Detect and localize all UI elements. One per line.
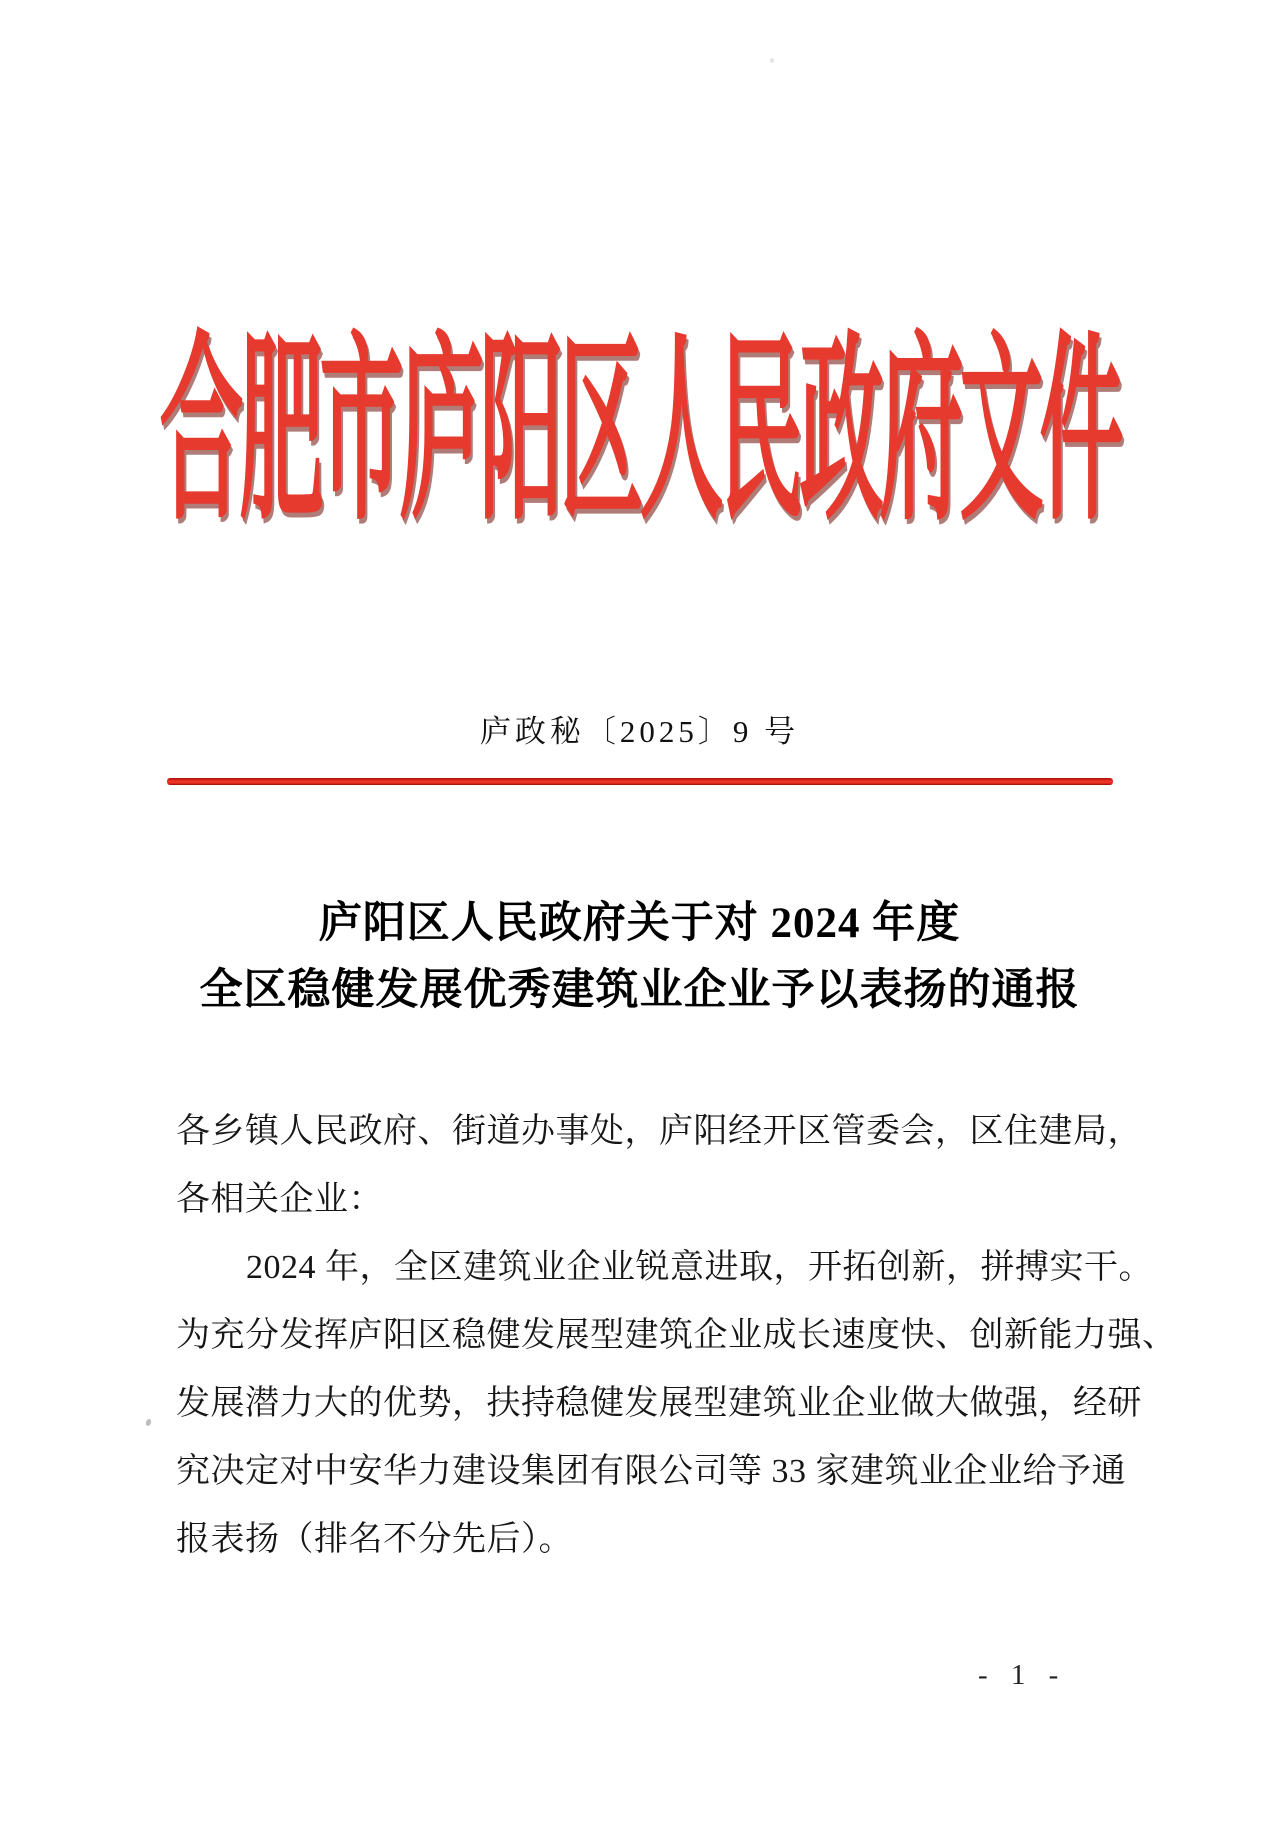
scan-speck — [145, 1418, 152, 1426]
document-number: 庐政秘〔2025〕9 号 — [479, 714, 800, 749]
body-line: 报表扬（排名不分先后）。 — [176, 1521, 573, 1558]
body-line: 为充分发挥庐阳区稳健发展型建筑企业成长速度快、创新能力强、 — [176, 1317, 1177, 1354]
document-body — [176, 1098, 1177, 1574]
body-line: 2024 年，全区建筑业企业锐意进取，开拓创新，拼搏实干。 — [246, 1249, 1153, 1286]
masthead-title: 合肥市庐阳区人民政府文件 — [159, 322, 1120, 546]
red-separator-line — [167, 778, 1113, 785]
document-title-line1: 庐阳区人民政府关于对 2024 年度 — [318, 900, 961, 947]
body-line: 各乡镇人民政府、街道办事处，庐阳经开区管委会，区住建局， — [176, 1113, 1142, 1150]
page-number: - 1 - — [978, 1659, 1067, 1691]
body-line: 发展潜力大的优势，扶持稳健发展型建筑业企业做大做强，经研 — [176, 1385, 1142, 1422]
document-title — [0, 890, 1279, 1024]
scan-speck — [770, 58, 774, 63]
document-title-line2: 全区稳健发展优秀建筑业企业予以表扬的通报 — [199, 967, 1080, 1014]
body-line: 究决定对中安华力建设集团有限公司等 33 家建筑业企业给予通 — [176, 1453, 1126, 1490]
body-line: 各相关企业： — [176, 1181, 383, 1218]
